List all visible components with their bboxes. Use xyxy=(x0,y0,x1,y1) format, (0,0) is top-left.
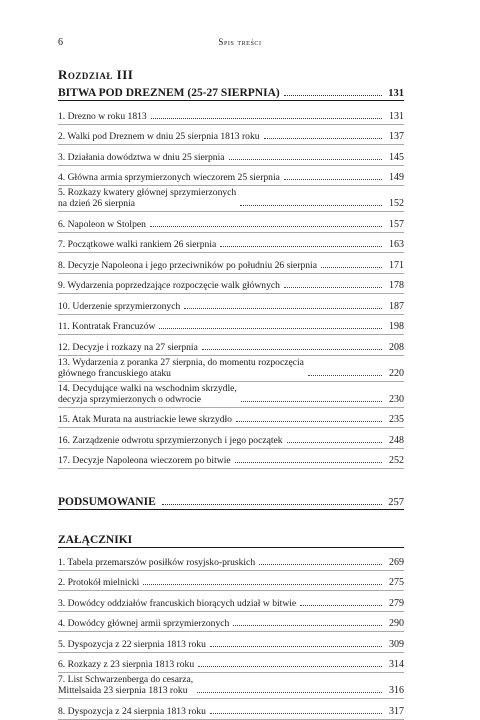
toc-entry[interactable] xyxy=(58,653,404,674)
dot-leader xyxy=(235,462,382,463)
toc-entry-title xyxy=(58,706,206,717)
toc-entry-line: decyzja sprzymierzonych o odwrocie xyxy=(58,393,202,405)
toc-entry-line: głównego francuskiego ataku xyxy=(58,367,171,379)
toc-entry-title xyxy=(58,674,193,696)
dot-leader xyxy=(284,95,382,96)
toc-entry-page: 252 xyxy=(389,455,404,466)
toc-entry-title xyxy=(58,260,317,271)
toc-entry-line: 12. Decyzje i rozkazy na 27 sierpnia xyxy=(58,341,198,353)
toc-entry-page: 208 xyxy=(389,341,404,353)
toc-entry-title xyxy=(58,111,147,122)
toc-entry-line: 14. Decydujące walki na wschodnim skrzydle, xyxy=(58,382,237,394)
dot-leader xyxy=(308,375,382,376)
toc-entry[interactable] xyxy=(58,145,404,166)
dot-leader xyxy=(321,267,382,268)
toc-entry[interactable] xyxy=(58,632,404,653)
toc-entry[interactable] xyxy=(58,673,404,699)
dot-leader xyxy=(259,564,382,565)
toc-entry-page: 171 xyxy=(389,259,404,271)
toc-entry-page: 309 xyxy=(389,638,404,650)
toc-entry[interactable] xyxy=(58,166,404,187)
toc-entry-title xyxy=(58,357,304,379)
dot-leader xyxy=(184,308,382,309)
toc-entry[interactable] xyxy=(58,408,404,429)
dot-leader xyxy=(236,421,382,422)
toc-entry-title xyxy=(58,598,296,609)
toc-entry-title xyxy=(58,618,229,629)
toc-entry-line: 1. Drezno w roku 1813 xyxy=(58,110,147,122)
toc-entry-line: 5. Dyspozycja z 22 sierpnia 1813 roku xyxy=(58,638,206,650)
dot-leader xyxy=(220,246,382,247)
toc-entry-title xyxy=(58,280,280,291)
toc-entry[interactable] xyxy=(58,699,404,720)
dot-leader xyxy=(210,646,382,647)
toc-entry-line: 6. Napoleon w Stolpen xyxy=(58,218,146,230)
toc-entry-line: 5. Rozkazy kwatery głównej sprzymierzonych xyxy=(58,187,237,198)
toc-entry-title xyxy=(58,219,146,230)
toc-entry-title xyxy=(58,557,255,568)
toc-entry-page: 279 xyxy=(389,597,404,609)
toc-entry-page: 157 xyxy=(389,218,404,230)
toc-entry-title xyxy=(58,172,280,183)
toc-entry-title xyxy=(58,152,225,163)
dot-leader xyxy=(240,205,382,206)
toc-entry-line: 16. Zarządzenie odwrotu sprzymierzonych i jego początek xyxy=(58,434,283,446)
toc-entry[interactable] xyxy=(58,104,404,125)
toc-entry-line: 1. Tabela przemarszów posiłków rosyjsko-pruskich xyxy=(58,556,256,568)
toc-entry[interactable] xyxy=(58,356,404,382)
chapter-page: 131 xyxy=(388,88,404,99)
page-number: 6 xyxy=(58,37,63,48)
toc-entry-line: 8. Dyspozycja z 24 sierpnia 1813 roku xyxy=(58,705,206,717)
toc-entry-line: 3. Dowódcy oddziałów francuskich biorących udział w bitwie xyxy=(58,597,297,609)
toc-entry-page: 137 xyxy=(389,131,404,142)
dot-leader xyxy=(151,118,382,119)
toc-entry[interactable] xyxy=(58,571,404,592)
toc-entry-line: 7. Początkowe walki rankiem 26 sierpnia xyxy=(58,239,217,250)
toc-entry-page: 178 xyxy=(389,280,404,291)
toc-entry-line: 15. Atak Murata na austriackie lewe skrzydło xyxy=(58,414,232,425)
toc-entry[interactable] xyxy=(58,449,404,470)
dot-leader xyxy=(197,692,382,693)
toc-entry[interactable] xyxy=(58,335,404,356)
dot-leader xyxy=(159,328,382,329)
toc-entry-title xyxy=(58,342,198,353)
toc-entry-page: 316 xyxy=(389,685,404,696)
toc-entry[interactable] xyxy=(58,428,404,449)
toc-entry[interactable] xyxy=(58,274,404,295)
toc-entry[interactable] xyxy=(58,186,404,212)
dot-leader xyxy=(300,605,382,606)
running-title: Spis treści xyxy=(218,37,262,47)
toc-entry-page: 235 xyxy=(389,414,404,425)
toc-entry-line: 9. Wydarzenia poprzedzające rozpoczęcie walk głównych xyxy=(58,280,280,291)
toc-entry-title xyxy=(58,131,260,142)
summary-row[interactable] xyxy=(58,491,404,510)
toc-entry[interactable] xyxy=(58,294,404,315)
dot-leader xyxy=(202,349,382,350)
toc-entry[interactable] xyxy=(58,125,404,146)
toc-entry[interactable] xyxy=(58,612,404,633)
summary-title: PODSUMOWANIE xyxy=(58,496,156,508)
toc-entry-title xyxy=(58,383,237,405)
toc-entry-title xyxy=(58,455,231,466)
toc-entry-line: 8. Decyzje Napoleona i jego przeciwników po południu 26 sierpnia xyxy=(58,259,317,271)
toc-entry-title xyxy=(58,577,139,588)
toc-entry-line: Mittelsaida 23 sierpnia 1813 roku xyxy=(58,685,188,696)
toc-entry-page: 290 xyxy=(389,618,404,629)
toc-entry-title xyxy=(58,639,206,650)
dot-leader xyxy=(284,179,382,180)
toc-entry-line: 10. Uderzenie sprzymierzonych xyxy=(58,300,181,312)
toc-entry-page: 317 xyxy=(389,705,404,717)
toc-entry-page: 230 xyxy=(389,393,404,405)
toc-entry[interactable] xyxy=(58,233,404,254)
dot-leader xyxy=(198,666,382,667)
dot-leader xyxy=(162,504,382,505)
toc-entry-page: 220 xyxy=(389,367,404,379)
toc-entry-title xyxy=(58,435,283,446)
toc-entry-line: 6. Rozkazy z 23 sierpnia 1813 roku xyxy=(58,659,195,670)
toc-entry[interactable] xyxy=(58,591,404,612)
dot-leader xyxy=(284,287,382,288)
dot-leader xyxy=(143,584,382,585)
toc-entry-page: 163 xyxy=(389,239,404,250)
toc-entry-page: 269 xyxy=(389,556,404,568)
toc-entry-page: 145 xyxy=(389,151,404,163)
dot-leader xyxy=(287,442,382,443)
toc-entry-page: 187 xyxy=(389,300,404,312)
dot-leader xyxy=(264,138,382,139)
toc-entry-title xyxy=(58,187,236,209)
toc-entry-line: 4. Główna armia sprzymierzonych wieczorem 25 sierpnia xyxy=(58,172,280,183)
toc-entry-line: 2. Walki pod Dreznem w dniu 25 sierpnia 1813 roku xyxy=(58,131,260,142)
toc-entry-line: 13. Wydarzenia z poranka 27 sierpnia, do momentu rozpoczęcia xyxy=(58,356,304,368)
summary-page: 257 xyxy=(388,497,404,508)
toc-entry-line: 3. Działania dowództwa w dniu 25 sierpnia xyxy=(58,151,225,163)
chapter-title-row[interactable] xyxy=(58,82,404,101)
toc-entry-page: 275 xyxy=(389,577,404,588)
toc-entry-title xyxy=(58,239,216,250)
toc-entry-line: na dzień 26 sierpnia xyxy=(58,198,135,209)
toc-entry[interactable] xyxy=(58,212,404,233)
chapter-title: BITWA POD DREZNEM (25-27 SIERPNIA) xyxy=(58,87,280,99)
toc-entry-page: 131 xyxy=(389,110,404,122)
toc-entry-line: 2. Protokół mielnicki xyxy=(58,577,140,588)
dot-leader xyxy=(210,713,382,714)
toc-entry[interactable] xyxy=(58,315,404,336)
toc-entry-page: 149 xyxy=(389,172,404,183)
toc-entry-page: 198 xyxy=(389,321,404,332)
chapter-label: Rozdział III xyxy=(58,67,134,82)
toc-entry-page: 152 xyxy=(389,198,404,209)
toc-entry-page: 314 xyxy=(389,659,404,670)
toc-entry-title xyxy=(58,414,232,425)
dot-leader xyxy=(150,226,382,227)
dot-leader xyxy=(241,401,382,402)
toc-entry-line: 17. Decyzje Napoleona wieczorem po bitwie xyxy=(58,455,231,466)
chapter-entries xyxy=(58,104,404,469)
table-of-contents xyxy=(58,68,404,720)
toc-entry-title xyxy=(58,301,180,312)
toc-entry-title xyxy=(58,659,194,670)
toc-entry-line: 4. Dowódcy głównej armii sprzymierzonych xyxy=(58,618,230,629)
appendix-entries xyxy=(58,550,404,720)
toc-entry[interactable] xyxy=(58,550,404,571)
toc-entry-line: 11. Kontratak Francuzów xyxy=(58,321,156,332)
toc-entry[interactable] xyxy=(58,382,404,408)
toc-entry-line: 7. List Schwarzenberga do cesarza, xyxy=(58,674,194,685)
appendices-title: ZAŁĄCZNIKI xyxy=(58,529,404,548)
toc-entry[interactable] xyxy=(58,253,404,274)
toc-entry-title xyxy=(58,321,155,332)
dot-leader xyxy=(229,159,382,160)
toc-entry-page: 248 xyxy=(389,434,404,446)
dot-leader xyxy=(233,625,382,626)
